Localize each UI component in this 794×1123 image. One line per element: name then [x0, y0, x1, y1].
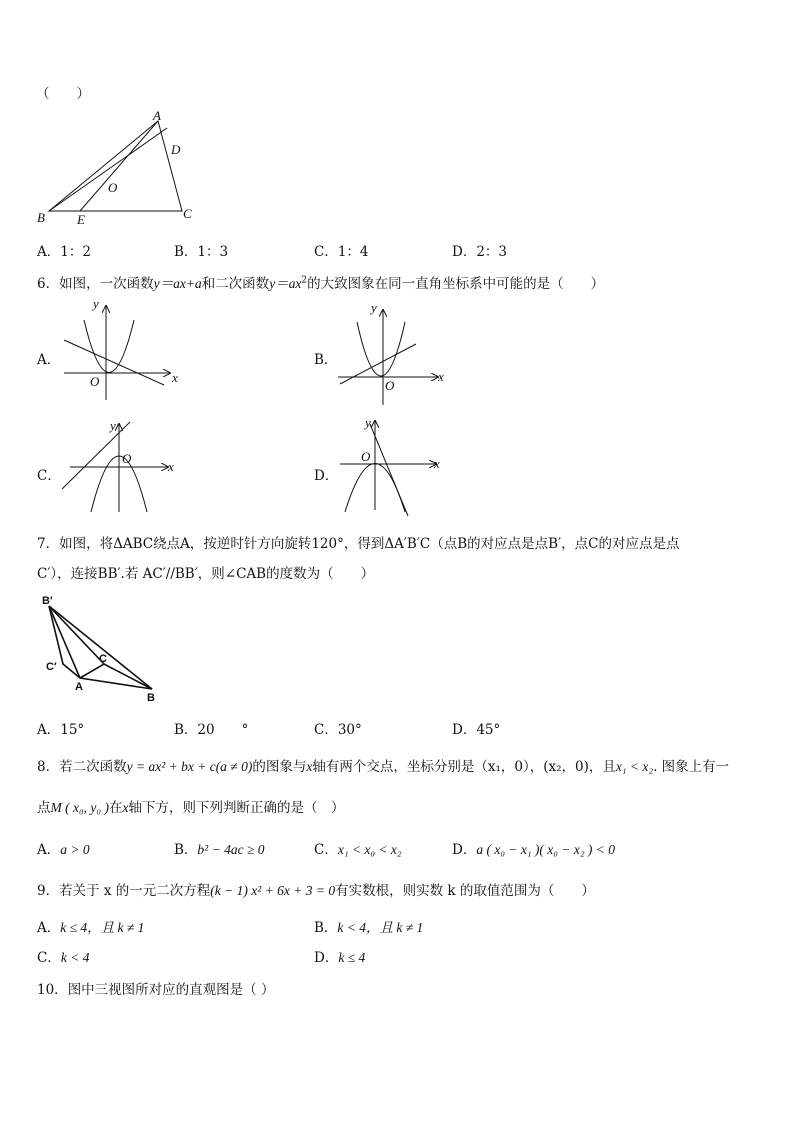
label-E: E	[77, 212, 85, 227]
option-a[interactable]: A．a > 0	[37, 842, 90, 858]
option-a[interactable]: A．15°	[37, 722, 85, 738]
svg-text:y: y	[371, 300, 377, 315]
svg-text:y: y	[93, 296, 99, 311]
option-c[interactable]: C．k < 4	[37, 950, 90, 966]
svg-text:O: O	[90, 374, 100, 389]
label-B: B	[147, 692, 155, 704]
label-A: A	[75, 681, 83, 693]
label-C-prime: C′	[46, 661, 57, 673]
option-c[interactable]: C．x₁ < x₀ < x₂	[314, 842, 402, 858]
q6-option-d-label[interactable]: D．	[314, 468, 339, 484]
option-a[interactable]: A．k ≤ 4，且 k ≠ 1	[37, 920, 145, 936]
q9-stem: 9．若关于 x 的一元二次方程(k − 1) x² + 6x + 3 = 0有实数根，则实数 k 的取值范围为（ ）	[37, 883, 595, 899]
q8-stem-line1: 8．若二次函数y = ax² + bx + c(a ≠ 0)的图象与x轴有两个交点，坐标分别是（x₁，0），(x₂，0)，且x₁ < x₂. 图象上有一	[37, 759, 730, 775]
svg-text:O: O	[385, 378, 395, 393]
svg-text:x: x	[434, 456, 440, 471]
option-d[interactable]: D．45°	[452, 722, 501, 738]
label-O: O	[108, 180, 118, 195]
svg-text:x: x	[438, 369, 444, 384]
q6-option-b-label[interactable]: B．	[314, 352, 338, 368]
label-B-prime: B′	[42, 595, 53, 607]
q8-stem-line2: 点M ( x₀, y₀ )在x轴下方，则下列判断正确的是（ ）	[37, 800, 345, 816]
svg-text:O: O	[361, 449, 371, 464]
svg-text:y: y	[110, 418, 116, 433]
q7-stem-line2: C′），连接BB′.若 AC′//BB′，则∠CAB的度数为（ ）	[37, 566, 375, 582]
option-d[interactable]: D．a ( x₀ − x₁ )( x₀ − x₂ ) < 0	[452, 842, 616, 858]
option-c[interactable]: C．30°	[314, 722, 362, 738]
label-A: A	[153, 108, 161, 123]
label-B: B	[37, 210, 45, 225]
option-b[interactable]: B．b² − 4ac ≥ 0	[174, 842, 265, 858]
q6-stem: 6．如图，一次函数y＝ax+a和二次函数$y=ax^2$的大致图象在同一直角坐标系中可能的是（ ）	[37, 275, 605, 292]
label-C: C	[99, 653, 107, 665]
q7-stem-line1: 7．如图，将ΔABC绕点A，按逆时针方向旋转120°，得到ΔA′B′C（点B的对应点是点B′，点C的对应点是点	[37, 536, 680, 552]
label-C: C	[183, 206, 192, 221]
q6-option-c-label[interactable]: C．	[37, 468, 61, 484]
answer-paren: （ ）	[36, 86, 90, 102]
q6-option-a-label[interactable]: A．	[37, 352, 61, 368]
svg-text:O: O	[122, 451, 132, 466]
option-b[interactable]: B．20 °	[174, 722, 249, 738]
svg-text:y: y	[365, 415, 371, 430]
option-c[interactable]: C．1：4	[314, 244, 369, 260]
option-a[interactable]: A．1：2	[37, 244, 91, 260]
option-d[interactable]: D．k ≤ 4	[314, 950, 366, 966]
svg-text:x: x	[172, 370, 178, 385]
svg-text:x: x	[168, 459, 174, 474]
option-b[interactable]: B．k < 4，且 k ≠ 1	[314, 920, 424, 936]
q10-stem: 10．图中三视图所对应的直观图是（ ）	[37, 982, 275, 998]
option-b[interactable]: B．1：3	[174, 244, 229, 260]
option-d[interactable]: D．2：3	[452, 244, 508, 260]
label-D: D	[171, 142, 181, 157]
